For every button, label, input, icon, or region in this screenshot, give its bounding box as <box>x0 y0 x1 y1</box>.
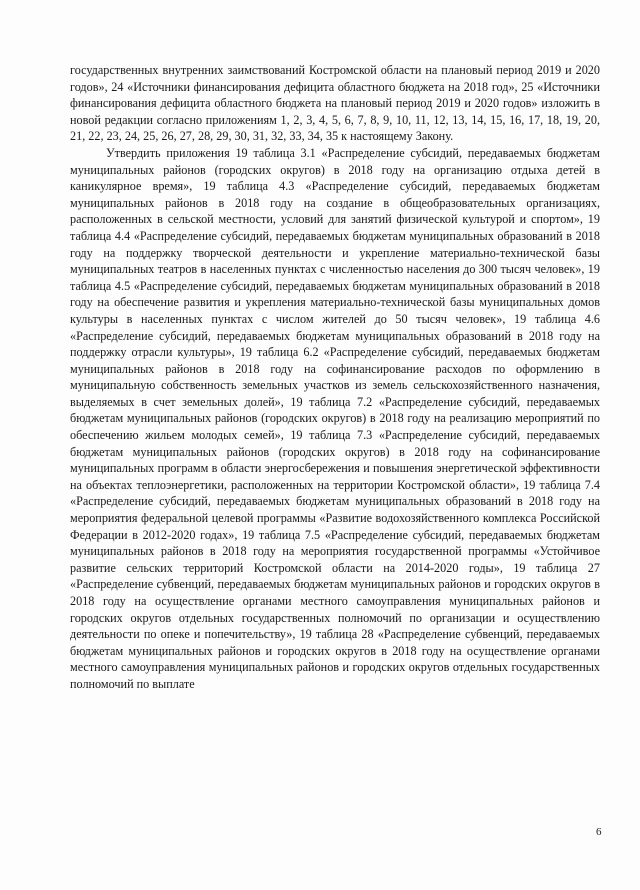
paragraph-approve-appendices: Утвердить приложения 19 таблица 3.1 «Распределение субсидий, передаваемых бюджетам муниципальных районов (городских округов) в 2018 году на организацию отдыха детей в каникулярное время», 19 таблица 4.3 «Распределение субсидий, передаваемых бюджетам муниципальных районов в 2018 году на создание в общеобразовательных организациях, расположенных в сельской местности, условий для занятий физической культурой и спортом», 19 таблица 4.4 «Распределение субсидий, передаваемых бюджетам муниципальных образований в 2018 году на поддержку творческой деятельности и укрепление материально-технической базы муниципальных театров в населенных пунктах с численностью населения до 300 тысяч человек», 19 таблица 4.5 «Распределение субсидий, передаваемых бюджетам муниципальных образований в 2018 году на обеспечение развития и укрепления материально-технической базы муниципальных домов культуры в населенных пунктах с числом жителей до 50 тысяч человек», 19 таблица 4.6 «Распределение субсидий, передаваемых бюджетам муниципальных образований в 2018 году на поддержку отрасли культуры», 19 таблица 6.2 «Распределение субсидий, передаваемых бюджетам муниципальных районов в 2018 году на софинансирование расходов по оформлению в муниципальную собственность земельных участков из земель сельскохозяйственного назначения, выделяемых в счет земельных долей», 19 таблица 7.2 «Распределение субсидий, передаваемых бюджетам муниципальных районов (городских округов) в 2018 году на реализацию мероприятий по обеспечению жильем молодых семей», 19 таблица 7.3 «Распределение субсидий, передаваемых бюджетам муниципальных районов (городских округов) в 2018 году на софинансирование муниципальных программ в области энергосбережения и повышения энергетической эффективности на объектах теплоэнергетики, расположенных на территории Костромской области», 19 таблица 7.4 «Распределение субсидий, передаваемых бюджетам муниципальных образований в 2018 году на мероприятия федеральной целевой программы «Развитие водохозяйственного комплекса Российской Федерации в 2012-2020 годах», 19 таблица 7.5 «Распределение субсидий, передаваемых бюджетам муниципальных районов в 2018 году на мероприятия государственной программы «Устойчивое развитие сельских территорий Костромской области на 2014-2020 годы», 19 таблица 27 «Распределение субвенций, передаваемых бюджетам муниципальных районов и городских округов в 2018 году на осуществление органами местного самоуправления муниципальных районов и городских округов отдельных государственных полномочий по организации и осуществлению деятельности по опеке и попечительству», 19 таблица 28 «Распределение субвенций, передаваемых бюджетам муниципальных районов и городских округов в 2018 году на осуществление органами местного самоуправления муниципальных районов и городских округов отдельных государственных полномочий по выплате <box>70 145 600 691</box>
page-number: 6 <box>596 826 602 838</box>
document-body <box>70 62 600 693</box>
paragraph-continuation: государственных внутренних заимствований Костромской области на плановый период 2019 и 2020 годов», 24 «Источники финансирования дефицита областного бюджета на 2018 год», 25 «Источники финансирования дефицита областного бюджета на плановый период 2019 и 2020 годов» изложить в новой редакции согласно приложениям 1, 2, 3, 4, 5, 6, 7, 8, 9, 10, 11, 12, 13, 14, 15, 16, 17, 18, 19, 20, 21, 22, 23, 24, 25, 26, 27, 28, 29, 30, 31, 32, 33, 34, 35 к настоящему Закону. <box>70 63 600 144</box>
